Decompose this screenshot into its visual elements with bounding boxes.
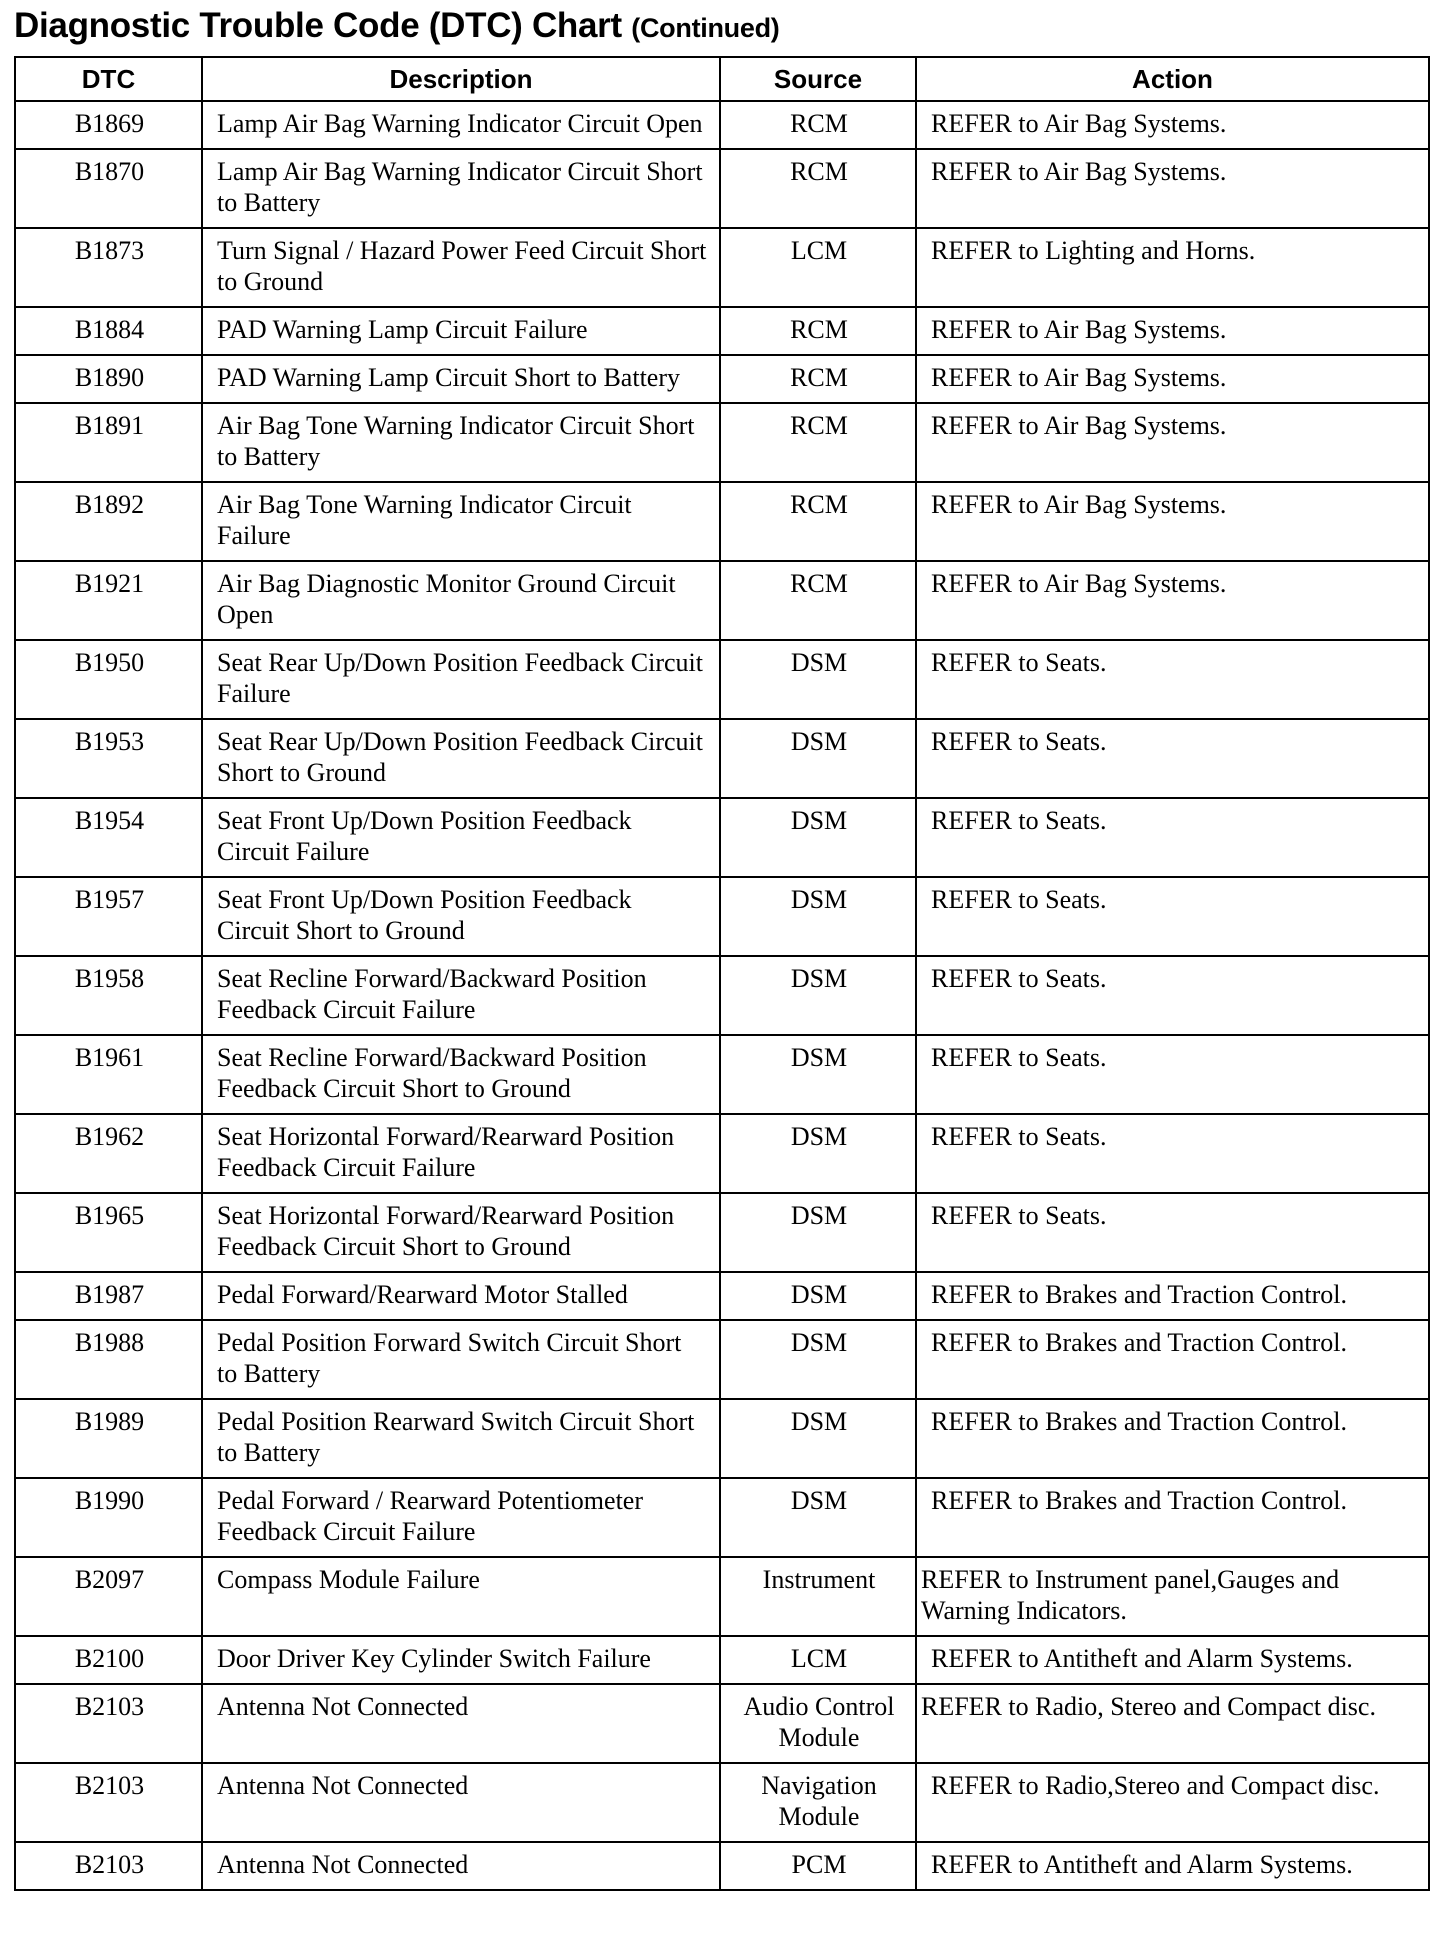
dtc-action: REFER to Brakes and Traction Control. <box>916 1399 1429 1478</box>
header-dtc: DTC <box>15 57 202 101</box>
dtc-action: REFER to Seats. <box>916 956 1429 1035</box>
dtc-action: REFER to Brakes and Traction Control. <box>916 1478 1429 1557</box>
dtc-description: Seat Front Up/Down Position Feedback Circuit Short to Ground <box>202 877 720 956</box>
dtc-action: REFER to Radio,Stereo and Compact disc. <box>916 1763 1429 1842</box>
dtc-description: Seat Horizontal Forward/Rearward Position Feedback Circuit Short to Ground <box>202 1193 720 1272</box>
dtc-source: RCM <box>720 355 916 403</box>
header-description: Description <box>202 57 720 101</box>
table-row <box>15 1763 1429 1842</box>
table-row <box>15 307 1429 355</box>
dtc-source: DSM <box>720 1478 916 1557</box>
dtc-action: REFER to Air Bag Systems. <box>916 482 1429 561</box>
dtc-action: REFER to Brakes and Traction Control. <box>916 1272 1429 1320</box>
dtc-action: REFER to Radio, Stereo and Compact disc. <box>916 1684 1429 1763</box>
table-row <box>15 1193 1429 1272</box>
dtc-code: B1953 <box>15 719 202 798</box>
dtc-description: PAD Warning Lamp Circuit Short to Battery <box>202 355 720 403</box>
table-row <box>15 403 1429 482</box>
dtc-code: B2103 <box>15 1842 202 1890</box>
dtc-code: B1921 <box>15 561 202 640</box>
dtc-description: PAD Warning Lamp Circuit Failure <box>202 307 720 355</box>
dtc-code: B2103 <box>15 1763 202 1842</box>
table-row <box>15 1557 1429 1636</box>
title-main: Diagnostic Trouble Code (DTC) Chart <box>14 6 622 45</box>
table-row <box>15 482 1429 561</box>
dtc-source: DSM <box>720 1193 916 1272</box>
dtc-source: DSM <box>720 1035 916 1114</box>
dtc-code: B1892 <box>15 482 202 561</box>
dtc-source: RCM <box>720 307 916 355</box>
dtc-action: REFER to Brakes and Traction Control. <box>916 1320 1429 1399</box>
dtc-action: REFER to Seats. <box>916 1114 1429 1193</box>
table-row <box>15 798 1429 877</box>
dtc-action: REFER to Antitheft and Alarm Systems. <box>916 1636 1429 1684</box>
dtc-code: B2103 <box>15 1684 202 1763</box>
dtc-code: B1891 <box>15 403 202 482</box>
dtc-description: Turn Signal / Hazard Power Feed Circuit Short to Ground <box>202 228 720 307</box>
dtc-code: B1873 <box>15 228 202 307</box>
dtc-code: B1965 <box>15 1193 202 1272</box>
dtc-source: Audio Control Module <box>720 1684 916 1763</box>
dtc-code: B1958 <box>15 956 202 1035</box>
table-header-row <box>15 57 1429 101</box>
dtc-action: REFER to Air Bag Systems. <box>916 403 1429 482</box>
table-row <box>15 1636 1429 1684</box>
dtc-code: B1954 <box>15 798 202 877</box>
dtc-code: B1989 <box>15 1399 202 1478</box>
table-body <box>15 101 1429 1890</box>
dtc-code: B1962 <box>15 1114 202 1193</box>
dtc-description: Seat Rear Up/Down Position Feedback Circuit Short to Ground <box>202 719 720 798</box>
dtc-code: B1990 <box>15 1478 202 1557</box>
table-row <box>15 1272 1429 1320</box>
dtc-code: B1884 <box>15 307 202 355</box>
dtc-source: DSM <box>720 1114 916 1193</box>
dtc-action: REFER to Antitheft and Alarm Systems. <box>916 1842 1429 1890</box>
dtc-description: Compass Module Failure <box>202 1557 720 1636</box>
dtc-description: Pedal Forward / Rearward Potentiometer Feedback Circuit Failure <box>202 1478 720 1557</box>
dtc-description: Air Bag Tone Warning Indicator Circuit Failure <box>202 482 720 561</box>
dtc-source: LCM <box>720 228 916 307</box>
dtc-action: REFER to Air Bag Systems. <box>916 101 1429 149</box>
dtc-source: Instrument <box>720 1557 916 1636</box>
dtc-code: B1869 <box>15 101 202 149</box>
dtc-description: Seat Front Up/Down Position Feedback Circuit Failure <box>202 798 720 877</box>
dtc-source: RCM <box>720 482 916 561</box>
header-source: Source <box>720 57 916 101</box>
dtc-description: Pedal Position Rearward Switch Circuit Short to Battery <box>202 1399 720 1478</box>
table-row <box>15 149 1429 228</box>
dtc-action: REFER to Seats. <box>916 1193 1429 1272</box>
table-row <box>15 1842 1429 1890</box>
dtc-source: Navigation Module <box>720 1763 916 1842</box>
dtc-description: Antenna Not Connected <box>202 1684 720 1763</box>
dtc-source: PCM <box>720 1842 916 1890</box>
dtc-description: Lamp Air Bag Warning Indicator Circuit Open <box>202 101 720 149</box>
dtc-action: REFER to Seats. <box>916 640 1429 719</box>
dtc-description: Seat Rear Up/Down Position Feedback Circuit Failure <box>202 640 720 719</box>
dtc-code: B1961 <box>15 1035 202 1114</box>
dtc-action: REFER to Seats. <box>916 719 1429 798</box>
dtc-description: Door Driver Key Cylinder Switch Failure <box>202 1636 720 1684</box>
table-row <box>15 1478 1429 1557</box>
dtc-description: Seat Recline Forward/Backward Position Feedback Circuit Short to Ground <box>202 1035 720 1114</box>
dtc-source: RCM <box>720 403 916 482</box>
dtc-code: B2100 <box>15 1636 202 1684</box>
dtc-action: REFER to Air Bag Systems. <box>916 355 1429 403</box>
dtc-code: B1988 <box>15 1320 202 1399</box>
dtc-action: REFER to Seats. <box>916 877 1429 956</box>
table-row <box>15 1035 1429 1114</box>
dtc-source: DSM <box>720 1399 916 1478</box>
dtc-description: Pedal Forward/Rearward Motor Stalled <box>202 1272 720 1320</box>
dtc-description: Air Bag Tone Warning Indicator Circuit Short to Battery <box>202 403 720 482</box>
dtc-action: REFER to Lighting and Horns. <box>916 228 1429 307</box>
table-row <box>15 1320 1429 1399</box>
table-row <box>15 1684 1429 1763</box>
dtc-action: REFER to Instrument panel,Gauges and Warning Indicators. <box>916 1557 1429 1636</box>
title-suffix: (Continued) <box>631 13 780 43</box>
dtc-source: LCM <box>720 1636 916 1684</box>
dtc-source: DSM <box>720 798 916 877</box>
dtc-source: DSM <box>720 956 916 1035</box>
dtc-source: DSM <box>720 1320 916 1399</box>
dtc-action: REFER to Air Bag Systems. <box>916 149 1429 228</box>
dtc-description: Antenna Not Connected <box>202 1763 720 1842</box>
table-row <box>15 101 1429 149</box>
dtc-source: DSM <box>720 719 916 798</box>
dtc-action: REFER to Air Bag Systems. <box>916 561 1429 640</box>
dtc-code: B2097 <box>15 1557 202 1636</box>
dtc-description: Seat Horizontal Forward/Rearward Position Feedback Circuit Failure <box>202 1114 720 1193</box>
dtc-code: B1870 <box>15 149 202 228</box>
dtc-source: DSM <box>720 877 916 956</box>
table-row <box>15 1399 1429 1478</box>
dtc-action: REFER to Seats. <box>916 1035 1429 1114</box>
dtc-code: B1957 <box>15 877 202 956</box>
table-row <box>15 355 1429 403</box>
table-row <box>15 640 1429 719</box>
header-action: Action <box>916 57 1429 101</box>
table-row <box>15 228 1429 307</box>
dtc-source: RCM <box>720 149 916 228</box>
dtc-source: RCM <box>720 561 916 640</box>
dtc-code: B1950 <box>15 640 202 719</box>
dtc-source: DSM <box>720 640 916 719</box>
dtc-code: B1890 <box>15 355 202 403</box>
dtc-description: Seat Recline Forward/Backward Position Feedback Circuit Failure <box>202 956 720 1035</box>
dtc-description: Antenna Not Connected <box>202 1842 720 1890</box>
dtc-description: Air Bag Diagnostic Monitor Ground Circuit Open <box>202 561 720 640</box>
dtc-table <box>14 56 1430 1891</box>
dtc-source: RCM <box>720 101 916 149</box>
dtc-description: Pedal Position Forward Switch Circuit Short to Battery <box>202 1320 720 1399</box>
page-title <box>14 6 779 46</box>
table-row <box>15 877 1429 956</box>
dtc-action: REFER to Seats. <box>916 798 1429 877</box>
dtc-source: DSM <box>720 1272 916 1320</box>
table-row <box>15 1114 1429 1193</box>
table-row <box>15 561 1429 640</box>
dtc-code: B1987 <box>15 1272 202 1320</box>
table-row <box>15 956 1429 1035</box>
dtc-description: Lamp Air Bag Warning Indicator Circuit Short to Battery <box>202 149 720 228</box>
dtc-action: REFER to Air Bag Systems. <box>916 307 1429 355</box>
table-row <box>15 719 1429 798</box>
